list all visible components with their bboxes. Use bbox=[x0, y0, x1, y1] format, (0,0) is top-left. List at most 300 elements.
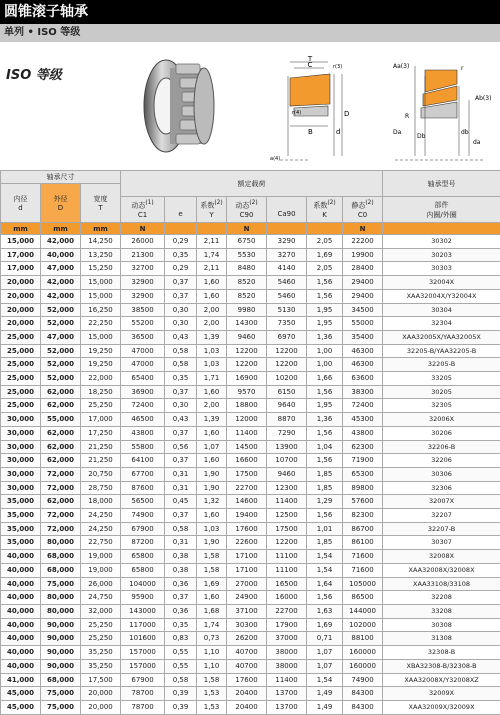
table-cell: 1,53 bbox=[197, 687, 227, 701]
table-row bbox=[1, 495, 500, 509]
label-r3: r(3) bbox=[333, 64, 342, 70]
table-cell: 26200 bbox=[227, 632, 267, 646]
table-cell: 78700 bbox=[121, 700, 165, 714]
table-cell: 33205 bbox=[383, 372, 500, 386]
table-cell: 37100 bbox=[227, 604, 267, 618]
table-row bbox=[1, 604, 500, 618]
table-cell: 68,000 bbox=[41, 673, 81, 687]
table-cell: 17500 bbox=[267, 522, 307, 536]
group-load: 额定载荷 bbox=[121, 171, 383, 197]
table-cell: 157000 bbox=[121, 659, 165, 673]
table-cell: 80,000 bbox=[41, 604, 81, 618]
table-cell: 2,00 bbox=[197, 303, 227, 317]
table-cell: 1,60 bbox=[197, 385, 227, 399]
table-cell: 22,250 bbox=[81, 317, 121, 331]
table-cell: 1,49 bbox=[307, 687, 343, 701]
table-cell: 1,69 bbox=[197, 577, 227, 591]
label-Da: Da bbox=[393, 129, 402, 136]
table-cell: 64100 bbox=[121, 454, 165, 468]
table-cell: 1,90 bbox=[197, 467, 227, 481]
table-cell: 29400 bbox=[343, 289, 383, 303]
table-cell: 1,95 bbox=[307, 303, 343, 317]
table-cell: 45,000 bbox=[1, 700, 41, 714]
table-cell: 32206-B bbox=[383, 440, 500, 454]
table-cell: 22,000 bbox=[81, 372, 121, 386]
table-row bbox=[1, 550, 500, 564]
table-cell: 72,000 bbox=[41, 467, 81, 481]
table-cell: 0,37 bbox=[165, 276, 197, 290]
table-cell: 30,000 bbox=[1, 454, 41, 468]
bearing-table bbox=[0, 170, 500, 715]
table-cell: 1,03 bbox=[197, 344, 227, 358]
table-cell: 0,43 bbox=[165, 330, 197, 344]
group-model: 轴承型号 bbox=[383, 171, 500, 197]
table-cell: 17,000 bbox=[1, 262, 41, 276]
table-row bbox=[1, 330, 500, 344]
table-cell: 101600 bbox=[121, 632, 165, 646]
table-cell: 16000 bbox=[267, 591, 307, 605]
table-cell: 0,56 bbox=[165, 440, 197, 454]
table-cell: 32205-B bbox=[383, 358, 500, 372]
table-cell: 1,69 bbox=[307, 618, 343, 632]
table-cell: 72,000 bbox=[41, 509, 81, 523]
table-cell: 32208 bbox=[383, 591, 500, 605]
table-cell: 160000 bbox=[343, 646, 383, 660]
table-cell: 17,000 bbox=[81, 413, 121, 427]
table-cell: 13700 bbox=[267, 687, 307, 701]
table-cell: 28,750 bbox=[81, 481, 121, 495]
table-row bbox=[1, 646, 500, 660]
table-cell: 10700 bbox=[267, 454, 307, 468]
table-cell: 0,37 bbox=[165, 454, 197, 468]
table-cell: 19,000 bbox=[81, 563, 121, 577]
table-cell: 46500 bbox=[121, 413, 165, 427]
table-cell: 30300 bbox=[227, 618, 267, 632]
table-cell: 1,56 bbox=[307, 385, 343, 399]
table-cell: 33208 bbox=[383, 604, 500, 618]
table-cell: 37000 bbox=[267, 632, 307, 646]
table-cell: 34500 bbox=[343, 303, 383, 317]
table-cell: 24,750 bbox=[81, 591, 121, 605]
unit-cell bbox=[383, 223, 500, 235]
table-row bbox=[1, 577, 500, 591]
table-cell: 32207-B bbox=[383, 522, 500, 536]
unit-cell: N bbox=[227, 223, 267, 235]
table-cell: 8870 bbox=[267, 413, 307, 427]
table-row bbox=[1, 385, 500, 399]
table-cell: 1,07 bbox=[307, 646, 343, 660]
table-cell: 0,58 bbox=[165, 673, 197, 687]
table-cell: 72,000 bbox=[41, 481, 81, 495]
table-cell: 1,07 bbox=[197, 440, 227, 454]
table-cell: 6970 bbox=[267, 330, 307, 344]
table-cell: 9570 bbox=[227, 385, 267, 399]
table-cell: 25,250 bbox=[81, 632, 121, 646]
table-cell: 28400 bbox=[343, 262, 383, 276]
table-cell: 40,000 bbox=[1, 550, 41, 564]
table-cell: 20,000 bbox=[81, 687, 121, 701]
table-cell: 75,000 bbox=[41, 687, 81, 701]
table-cell: 45,000 bbox=[1, 687, 41, 701]
table-cell: 17,500 bbox=[81, 673, 121, 687]
table-cell: 14300 bbox=[227, 317, 267, 331]
table-cell: 32004X bbox=[383, 276, 500, 290]
table-row bbox=[1, 522, 500, 536]
table-row bbox=[1, 509, 500, 523]
table-cell: 32306 bbox=[383, 481, 500, 495]
breadcrumb: 单列 • ISO 等级 bbox=[0, 24, 500, 42]
table-cell: 40,000 bbox=[1, 646, 41, 660]
table-row bbox=[1, 632, 500, 646]
label-a: a(4) bbox=[270, 156, 280, 162]
table-cell: 1,63 bbox=[307, 604, 343, 618]
table-cell: XAA32008X/Y32008XZ bbox=[383, 673, 500, 687]
table-cell: 1,39 bbox=[197, 330, 227, 344]
table-cell: 1,64 bbox=[307, 577, 343, 591]
table-cell: 21,250 bbox=[81, 454, 121, 468]
table-cell: 35,000 bbox=[1, 522, 41, 536]
table-cell: 102000 bbox=[343, 618, 383, 632]
table-cell: 1,66 bbox=[307, 372, 343, 386]
table-cell: 47,000 bbox=[41, 262, 81, 276]
table-cell: 20,000 bbox=[1, 276, 41, 290]
table-cell: 1,39 bbox=[197, 413, 227, 427]
table-cell: 1,56 bbox=[307, 276, 343, 290]
unit-cell bbox=[267, 223, 307, 235]
table-cell: 35400 bbox=[343, 330, 383, 344]
table-cell: 35,250 bbox=[81, 659, 121, 673]
page-title: 圆锥滚子轴承 bbox=[0, 0, 500, 24]
table-cell: 13900 bbox=[267, 440, 307, 454]
table-cell: 2,00 bbox=[197, 399, 227, 413]
table-cell: 24,250 bbox=[81, 509, 121, 523]
table-cell: 0,29 bbox=[165, 235, 197, 249]
label-Ab: Ab(3) bbox=[475, 95, 491, 102]
table-row bbox=[1, 413, 500, 427]
table-cell: 1,90 bbox=[197, 481, 227, 495]
table-cell: 65300 bbox=[343, 467, 383, 481]
table-cell: 1,29 bbox=[307, 495, 343, 509]
table-row bbox=[1, 317, 500, 331]
table-cell: 1,60 bbox=[197, 289, 227, 303]
table-cell: 14600 bbox=[227, 495, 267, 509]
table-row bbox=[1, 276, 500, 290]
table-cell: 16500 bbox=[267, 577, 307, 591]
table-cell: XAA32009X/32009X bbox=[383, 700, 500, 714]
table-cell: 0,38 bbox=[165, 550, 197, 564]
table-cell: 0,73 bbox=[197, 632, 227, 646]
table-cell: 21300 bbox=[121, 248, 165, 262]
table-cell: 38000 bbox=[267, 646, 307, 660]
table-row bbox=[1, 303, 500, 317]
table-cell: 36900 bbox=[121, 385, 165, 399]
table-cell: 88100 bbox=[343, 632, 383, 646]
table-cell: 19900 bbox=[343, 248, 383, 262]
table-cell: 0,45 bbox=[165, 495, 197, 509]
table-cell: 32007X bbox=[383, 495, 500, 509]
table-cell: 8480 bbox=[227, 262, 267, 276]
table-cell: 1,60 bbox=[197, 591, 227, 605]
table-cell: 84300 bbox=[343, 700, 383, 714]
table-cell: 52,000 bbox=[41, 358, 81, 372]
table-cell: 95900 bbox=[121, 591, 165, 605]
label-D: D bbox=[344, 110, 349, 118]
table-cell: 12200 bbox=[267, 344, 307, 358]
table-cell: 2,11 bbox=[197, 262, 227, 276]
table-cell: 1,54 bbox=[307, 673, 343, 687]
table-cell: 0,35 bbox=[165, 248, 197, 262]
table-cell: 30206 bbox=[383, 426, 500, 440]
table-cell: 1,60 bbox=[197, 509, 227, 523]
col-outer: 外径 D bbox=[41, 184, 81, 223]
table-cell: 9980 bbox=[227, 303, 267, 317]
table-cell: 35,000 bbox=[1, 495, 41, 509]
col-k: 系数$^{(2)}$ K bbox=[307, 197, 343, 223]
table-cell: 0,39 bbox=[165, 687, 197, 701]
table-cell: 14,250 bbox=[81, 235, 121, 249]
table-cell: 52,000 bbox=[41, 344, 81, 358]
table-cell: 9460 bbox=[227, 330, 267, 344]
table-cell: 157000 bbox=[121, 646, 165, 660]
table-cell: 1,04 bbox=[307, 440, 343, 454]
table-cell: 35,000 bbox=[1, 536, 41, 550]
table-cell: 65800 bbox=[121, 550, 165, 564]
table-cell: 11400 bbox=[267, 495, 307, 509]
table-cell: 55000 bbox=[343, 317, 383, 331]
table-cell: 0,35 bbox=[165, 372, 197, 386]
table-cell: 0,30 bbox=[165, 317, 197, 331]
table-cell: 40,000 bbox=[41, 248, 81, 262]
table-cell: 56500 bbox=[121, 495, 165, 509]
table-cell: 143000 bbox=[121, 604, 165, 618]
table-cell: 20,000 bbox=[81, 700, 121, 714]
table-cell: 1,00 bbox=[307, 344, 343, 358]
table-cell: 30303 bbox=[383, 262, 500, 276]
table-row bbox=[1, 289, 500, 303]
table-cell: 15,000 bbox=[1, 235, 41, 249]
table-cell: XAA32004X/Y32004X bbox=[383, 289, 500, 303]
table-cell: 0,37 bbox=[165, 426, 197, 440]
label-r: r bbox=[461, 65, 464, 72]
table-row bbox=[1, 591, 500, 605]
table-cell: 84300 bbox=[343, 687, 383, 701]
label-da: da bbox=[473, 139, 481, 146]
table-cell: 42,000 bbox=[41, 276, 81, 290]
table-cell: 41,000 bbox=[1, 673, 41, 687]
table-cell: 74900 bbox=[121, 509, 165, 523]
table-cell: 15,000 bbox=[81, 330, 121, 344]
col-y: 系数$^{(2)}$ Y bbox=[197, 197, 227, 223]
table-cell: 117000 bbox=[121, 618, 165, 632]
table-cell: 25,250 bbox=[81, 618, 121, 632]
table-cell: 1,58 bbox=[197, 673, 227, 687]
table-cell: 62,000 bbox=[41, 440, 81, 454]
table-cell: 15,250 bbox=[81, 262, 121, 276]
table-cell: 68,000 bbox=[41, 550, 81, 564]
table-cell: 1,53 bbox=[197, 700, 227, 714]
label-R: R bbox=[405, 113, 409, 120]
table-cell: 22200 bbox=[343, 235, 383, 249]
table-row bbox=[1, 235, 500, 249]
table-cell: 20,000 bbox=[1, 289, 41, 303]
table-cell: 12000 bbox=[227, 413, 267, 427]
table-cell: 1,56 bbox=[307, 426, 343, 440]
table-row bbox=[1, 673, 500, 687]
table-cell: 30306 bbox=[383, 467, 500, 481]
label-Aa: Aa(3) bbox=[393, 63, 409, 70]
table-cell: 47000 bbox=[121, 358, 165, 372]
table-cell: 40,000 bbox=[1, 577, 41, 591]
table-cell: 24900 bbox=[227, 591, 267, 605]
table-cell: 62,000 bbox=[41, 385, 81, 399]
table-cell: 105000 bbox=[343, 577, 383, 591]
table-cell: 1,74 bbox=[197, 618, 227, 632]
table-cell: 87600 bbox=[121, 481, 165, 495]
table-row bbox=[1, 440, 500, 454]
table-cell: 8520 bbox=[227, 276, 267, 290]
mounting-diagram bbox=[385, 56, 495, 168]
table-cell: 71600 bbox=[343, 550, 383, 564]
table-cell: 75,000 bbox=[41, 700, 81, 714]
table-cell: 2,11 bbox=[197, 235, 227, 249]
table-cell: 47,000 bbox=[41, 330, 81, 344]
table-cell: 26000 bbox=[121, 235, 165, 249]
table-cell: 0,29 bbox=[165, 262, 197, 276]
table-cell: 72,000 bbox=[41, 522, 81, 536]
table-cell: 1,07 bbox=[307, 659, 343, 673]
table-cell: 0,55 bbox=[165, 646, 197, 660]
table-cell: 0,58 bbox=[165, 522, 197, 536]
table-cell: 5130 bbox=[267, 303, 307, 317]
table-cell: 32,000 bbox=[81, 604, 121, 618]
table-cell: 1,10 bbox=[197, 646, 227, 660]
table-cell: 0,30 bbox=[165, 303, 197, 317]
table-cell: 46300 bbox=[343, 358, 383, 372]
table-cell: 62,000 bbox=[41, 495, 81, 509]
table-row bbox=[1, 372, 500, 386]
table-cell: 71600 bbox=[343, 563, 383, 577]
table-cell: 30302 bbox=[383, 235, 500, 249]
dimension-diagram bbox=[270, 56, 360, 168]
table-cell: 57600 bbox=[343, 495, 383, 509]
table-cell: 62300 bbox=[343, 440, 383, 454]
table-cell: 72400 bbox=[121, 399, 165, 413]
table-cell: 78700 bbox=[121, 687, 165, 701]
table-cell: 25,000 bbox=[1, 385, 41, 399]
table-cell: 5460 bbox=[267, 276, 307, 290]
table-cell: 12200 bbox=[267, 358, 307, 372]
table-cell: 1,03 bbox=[197, 522, 227, 536]
table-cell: 16600 bbox=[227, 454, 267, 468]
group-dims: 轴承尺寸 bbox=[1, 171, 121, 184]
table-cell: 32205-B/YAA32205-B bbox=[383, 344, 500, 358]
table-cell: 17,250 bbox=[81, 426, 121, 440]
table-cell: 2,05 bbox=[307, 235, 343, 249]
unit-cell bbox=[165, 223, 197, 235]
table-cell: 19400 bbox=[227, 509, 267, 523]
table-cell: 17100 bbox=[227, 550, 267, 564]
unit-cell: mm bbox=[41, 223, 81, 235]
table-cell: 18800 bbox=[227, 399, 267, 413]
table-cell: 26,000 bbox=[81, 577, 121, 591]
table-cell: 40,000 bbox=[1, 563, 41, 577]
table-cell: 0,39 bbox=[165, 700, 197, 714]
table-cell: 8520 bbox=[227, 289, 267, 303]
table-cell: 6150 bbox=[267, 385, 307, 399]
table-row bbox=[1, 563, 500, 577]
table-cell: 90,000 bbox=[41, 646, 81, 660]
table-cell: 1,32 bbox=[197, 495, 227, 509]
table-cell: 29400 bbox=[343, 276, 383, 290]
table-cell: 0,35 bbox=[165, 618, 197, 632]
table-cell: 1,90 bbox=[197, 536, 227, 550]
table-cell: 72400 bbox=[343, 399, 383, 413]
table-cell: 62,000 bbox=[41, 426, 81, 440]
table-cell: 82300 bbox=[343, 509, 383, 523]
table-cell: 30,000 bbox=[1, 413, 41, 427]
table-cell: 3270 bbox=[267, 248, 307, 262]
table-cell: 1,60 bbox=[197, 426, 227, 440]
table-cell: 0,55 bbox=[165, 659, 197, 673]
table-cell: 11400 bbox=[227, 426, 267, 440]
table-cell: 55200 bbox=[121, 317, 165, 331]
table-cell: 89800 bbox=[343, 481, 383, 495]
table-cell: XAA32005X/YAA32005X bbox=[383, 330, 500, 344]
intro-section bbox=[0, 42, 500, 170]
table-cell: 40700 bbox=[227, 646, 267, 660]
table-row bbox=[1, 248, 500, 262]
table-cell: 40,000 bbox=[1, 632, 41, 646]
table-cell: 2,05 bbox=[307, 262, 343, 276]
unit-row bbox=[1, 223, 500, 235]
table-cell: 1,58 bbox=[197, 563, 227, 577]
table-cell: 1,03 bbox=[197, 358, 227, 372]
table-cell: 1,56 bbox=[307, 289, 343, 303]
table-cell: 1,74 bbox=[197, 248, 227, 262]
table-cell: 16,250 bbox=[81, 303, 121, 317]
table-cell: 1,36 bbox=[307, 330, 343, 344]
table-cell: 18,250 bbox=[81, 385, 121, 399]
table-cell: 2,00 bbox=[197, 317, 227, 331]
table-cell: 12300 bbox=[267, 481, 307, 495]
table-row bbox=[1, 700, 500, 714]
table-cell: 65800 bbox=[121, 563, 165, 577]
table-cell: 68,000 bbox=[41, 563, 81, 577]
table-row bbox=[1, 467, 500, 481]
table-cell: 1,36 bbox=[307, 413, 343, 427]
table-cell: 30,000 bbox=[1, 426, 41, 440]
table-row bbox=[1, 618, 500, 632]
table-cell: 10200 bbox=[267, 372, 307, 386]
table-cell: 62,000 bbox=[41, 454, 81, 468]
table-cell: 38000 bbox=[267, 659, 307, 673]
table-cell: 20,750 bbox=[81, 467, 121, 481]
label-Db: Db bbox=[417, 133, 426, 140]
table-cell: 42,000 bbox=[41, 235, 81, 249]
table-cell: 43800 bbox=[343, 426, 383, 440]
table-cell: 67900 bbox=[121, 673, 165, 687]
table-cell: 22700 bbox=[227, 481, 267, 495]
table-cell: 1,71 bbox=[197, 372, 227, 386]
table-cell: 25,000 bbox=[1, 344, 41, 358]
unit-cell: mm bbox=[81, 223, 121, 235]
label-r4: r(4) bbox=[292, 110, 301, 116]
table-cell: 160000 bbox=[343, 659, 383, 673]
col-ca90: Ca90 bbox=[267, 197, 307, 223]
table-cell: 55800 bbox=[121, 440, 165, 454]
table-cell: 0,37 bbox=[165, 385, 197, 399]
table-cell: 22600 bbox=[227, 536, 267, 550]
